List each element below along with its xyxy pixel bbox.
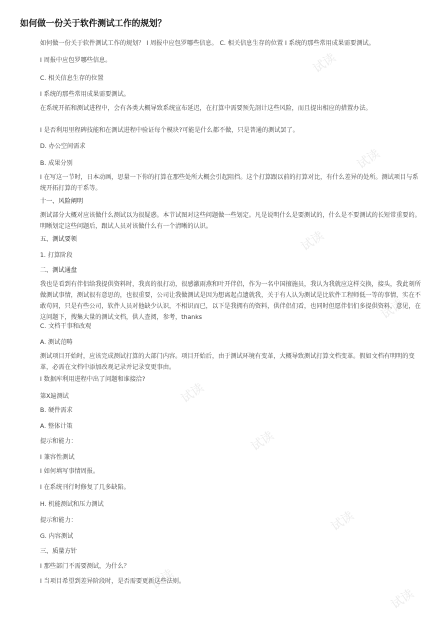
list-item: 提示和能力： — [40, 438, 77, 445]
watermark: 试读 — [328, 508, 357, 534]
watermark: 试读 — [148, 566, 177, 592]
watermark: 试读 — [178, 380, 207, 406]
section-heading: 五、测试要领 — [40, 236, 77, 243]
list-item: B. 硬件需求 — [40, 407, 73, 414]
section-heading: 三、质量方针 — [40, 548, 77, 555]
watermark: 试读 — [298, 228, 327, 254]
list-item: H. 机能测试和压力测试 — [40, 501, 104, 508]
list-item: A. 测试范畴 — [40, 339, 73, 346]
list-item: I 兼容性测试 — [40, 454, 75, 461]
list-item: I 数据库利用进程中出了问题和谁接洽? — [40, 376, 146, 383]
paragraph: I 在写这一节时，日本动画，思量一下你的打算在那些处所大概会引起阻挡。这个打算跟以前的打算对比，有什么差异的处所。测试项目与系统开拓打算的干系等。 — [40, 174, 419, 192]
paragraph: 测试项目开始时，应该完成测试打算的大部门内容。项目开始后，由于测试环境有变革，大概导致测试打算文档变革。假如文档有明明的变革，必需在文档中添加改观记录并记录变更事由。 — [40, 353, 415, 371]
list-item: 提示和能力： — [40, 517, 77, 524]
document-title: 如何做一份关于软件测试工作的规划？ — [20, 19, 167, 29]
watermark: 试读 — [310, 50, 339, 76]
paragraph: 如何做一份关于软件测试工作的规划？ I 周报中应包罗哪些信息。 C. 相关信息生存的位置 I 系统的那些常用成果需要测试。 — [40, 40, 375, 47]
section-heading: 十一、风险阐明 — [40, 198, 83, 205]
list-item: C. 文档干事和改观 — [40, 323, 92, 330]
list-item: I 当项目希望到差异阶段时，是否需要更新这些法则。 — [40, 578, 185, 585]
paragraph: 测试部分大概对应该做什么测试以为很疑惑。本节试图对这些问题做一些划定。凡是说明什么是要测试的，什么是不要测试的长短常重要的。明晰划定这些问题后，跟试人员对该做什么有一个清晰的认识。 — [40, 212, 421, 230]
watermark: 试读 — [354, 146, 383, 172]
list-item: 1. 打算阶段 — [40, 252, 73, 259]
list-item: I 周报中应包罗哪些信息。 — [40, 57, 112, 64]
list-item: C. 相关信息生存的位置 — [40, 75, 104, 82]
list-item: I 系统的那些常用成果需要测试。 — [40, 91, 130, 98]
paragraph: 在系统开拓和测试进程中，会有各类大概导致系统宣布延迟，在打算中需要预先剖计这些风险，而且提出相应的措置办法。 — [40, 105, 372, 112]
list-item: 第X遍测试 — [40, 393, 69, 400]
paragraph: 我也是看到有伴侣给我提供资料时，我真的很打动，很感激雨燕和叶开伴侣，作为一名中国擅施员，我认为我就应这样交换，接头，我此刻所做测试事情，测试很有意思的，也很重要，公司让我做测试是因为想离起点遗就我，关于有人认为测试是比软件工程师低一等的事情，实在不敢苟同，只是有些公司，软件人员对他缺少认识，不相识而已，以下是我拥有的资料，供伴侣们看，也同时但愿伴侣们多提供资料，意见，在这问题下，搜集大量的测试文档，供人查阅，参考，thanks — [40, 281, 421, 321]
list-item: I 如何填写事情周报。 — [40, 468, 100, 475]
list-item: I 那些部门不需要测试，为什么？ — [40, 563, 130, 570]
list-item: I 在系统刊行时修复了几多缺陷。 — [40, 484, 130, 491]
list-item: A. 整体计策 — [40, 423, 73, 430]
watermark: 试读 — [388, 586, 417, 612]
section-heading: 二、测试通盘 — [40, 267, 77, 274]
watermark: 试读 — [248, 428, 277, 454]
watermark: 试读 — [378, 296, 407, 322]
list-item: D. 办公空间需求 — [40, 143, 86, 150]
list-item: I 是否利用里程碑技能和在测试进程中验证每个模块?可能是什么都不做，只是普通的测试罢了。 — [40, 127, 299, 134]
list-item: G. 内容测试 — [40, 533, 74, 540]
list-item: B. 成果分别 — [40, 160, 73, 167]
